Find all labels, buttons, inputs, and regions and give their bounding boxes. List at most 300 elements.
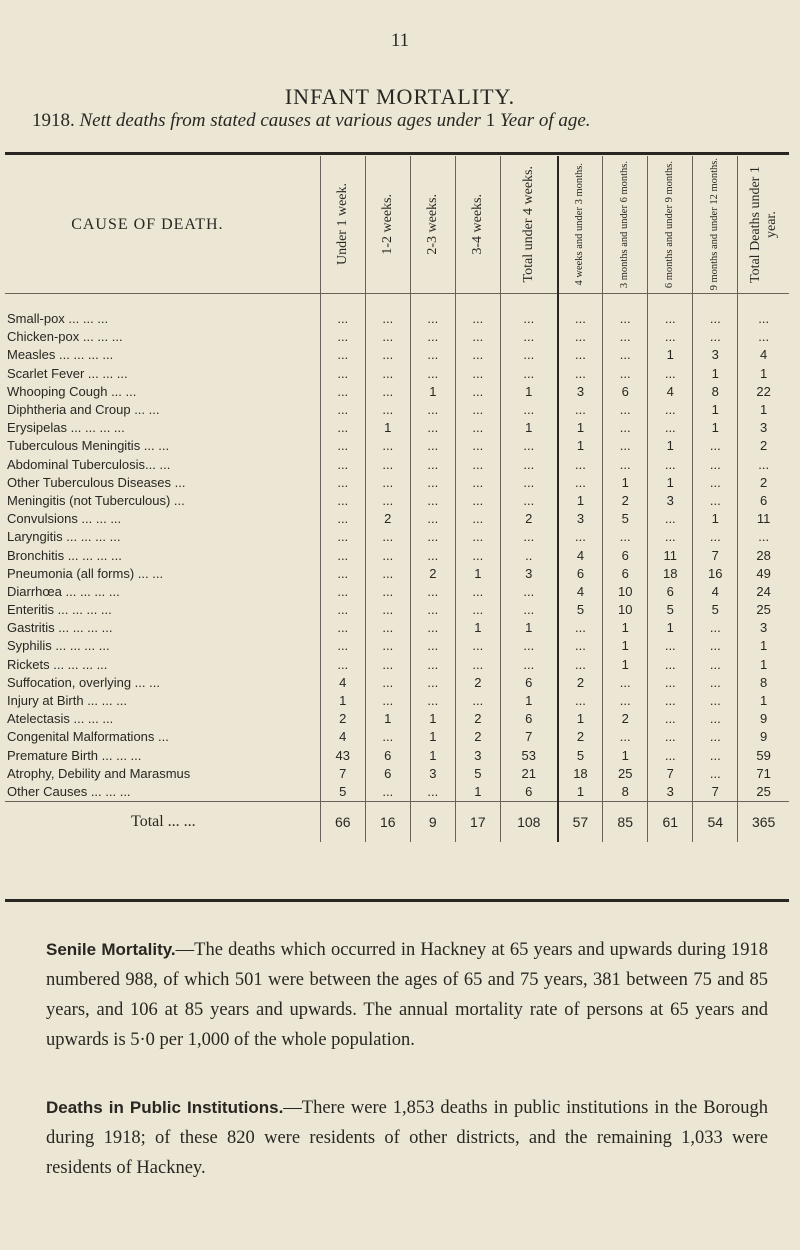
spacer-cell [365,294,410,311]
value-cell: 2 [455,674,500,692]
cause-cell: Measles ... ... ... ... [7,347,114,363]
column-header-label: 3 months and under 6 months. [619,160,631,289]
cause-cell: Atelectasis ... ... ... [7,711,114,727]
public-institutions-text: —There were 1,853 deaths in public institutions in the Borough during 1918; of these 820 were residents of other districts, and the remaining 1,033 were residents of Hackney. [46,1098,768,1178]
senile-mortality-heading: Senile Mortality. [46,940,176,959]
value-cell: ... [410,419,455,437]
value-cell: 25 [738,601,789,619]
value-cell: ... [320,346,365,364]
value-cell: 1 [365,710,410,728]
value-cell: 6 [365,747,410,765]
table-body [5,294,789,843]
value-cell: ... [365,437,410,455]
value-cell: 43 [320,747,365,765]
value-cell: ... [558,474,603,492]
value-cell: ... [455,492,500,510]
value-cell: ... [320,456,365,474]
value-cell: ... [410,674,455,692]
value-cell: 66 [320,802,365,843]
value-cell: ... [410,456,455,474]
value-cell: ... [410,401,455,419]
value-cell: 3 [693,346,738,364]
cause-cell: Enteritis ... ... ... ... [7,602,112,618]
value-cell: 5 [320,783,365,802]
table-row [5,692,789,710]
table-row [5,510,789,528]
table-row [5,437,789,455]
value-cell: 1 [455,565,500,583]
value-cell: 1 [738,692,789,710]
value-cell: 7 [648,765,693,783]
cause-cell: Scarlet Fever ... ... ... [7,365,128,381]
value-cell: ... [455,692,500,710]
value-cell: ... [365,474,410,492]
senile-mortality-paragraph [46,935,768,1055]
value-cell: 1 [558,419,603,437]
value-cell: 1 [693,510,738,528]
value-cell: ... [455,474,500,492]
value-cell: ... [693,310,738,328]
value-cell: ... [320,510,365,528]
value-cell: ... [365,401,410,419]
table-row [5,419,789,437]
value-cell: ... [648,310,693,328]
value-cell: ... [320,546,365,564]
value-cell: ... [455,583,500,601]
value-cell: 1 [648,474,693,492]
value-cell: 6 [738,492,789,510]
column-header-label: 2-3 weeks. [424,194,440,255]
value-cell: 4 [693,583,738,601]
senile-mortality-text: —The deaths which occurred in Hackney at 65 years and upwards during 1918 numbered 988, of which 501 were between the ages of 65 and 75 years, 381 between 75 and 85 years, and 106 at 85 years and upwards. The annual mortality rate of persons at 65 years and upwards is 5·0 per 1,000 of the whole population. [46,940,768,1050]
value-cell: ... [365,528,410,546]
subtitle-one: 1 [485,110,496,131]
value-cell: ... [693,437,738,455]
value-cell: ... [320,492,365,510]
subtitle-year: 1918. [32,110,75,131]
value-cell: ... [455,437,500,455]
value-cell: ... [603,328,648,346]
table-row [5,583,789,601]
spacer-cell [558,294,603,311]
value-cell: ... [365,365,410,383]
value-cell: ... [410,692,455,710]
table-row [5,328,789,346]
spacer-cell [5,294,320,311]
value-cell: ... [410,619,455,637]
value-cell: ... [455,383,500,401]
value-cell: ... [410,583,455,601]
value-cell: ... [500,601,557,619]
value-cell: 2 [558,728,603,746]
table-row [5,565,789,583]
value-cell: ... [558,310,603,328]
value-cell: ... [738,528,789,546]
value-cell: 1 [558,437,603,455]
table-row [5,710,789,728]
page-title: INFANT MORTALITY. [284,84,516,109]
value-cell: 11 [738,510,789,528]
subtitle-description: Nett deaths from stated causes at various ages under [79,110,481,131]
value-cell: 8 [603,783,648,802]
value-cell: ... [693,619,738,637]
value-cell: ... [410,310,455,328]
value-cell: 5 [648,601,693,619]
value-cell: 1 [558,783,603,802]
total-row [5,802,789,843]
value-cell: 1 [648,437,693,455]
value-cell: ... [648,401,693,419]
value-cell: 3 [558,383,603,401]
value-cell: 1 [603,474,648,492]
value-cell: ... [558,656,603,674]
value-cell: ... [455,346,500,364]
value-cell: ... [365,601,410,619]
value-cell: ... [320,437,365,455]
value-cell: ... [500,583,557,601]
value-cell: 1 [603,637,648,655]
value-cell: ... [365,656,410,674]
column-header-2 [410,156,455,294]
column-header-label: Under 1 week. [334,183,350,266]
value-cell: ... [320,328,365,346]
value-cell: ... [320,419,365,437]
value-cell: ... [693,674,738,692]
value-cell: 2 [558,674,603,692]
table-row [5,401,789,419]
value-cell: 1 [500,619,557,637]
value-cell: 5 [558,747,603,765]
spacer-cell [648,294,693,311]
cause-cell: Suffocation, overlying ... ... [7,674,160,690]
value-cell: 4 [648,383,693,401]
value-cell: 1 [410,383,455,401]
value-cell: 1 [365,419,410,437]
value-cell: ... [693,692,738,710]
table-row [5,383,789,401]
value-cell: 3 [648,783,693,802]
page-subtitle [32,110,591,132]
table-row [5,637,789,655]
cause-cell: Erysipelas ... ... ... ... [7,420,125,436]
value-cell: ... [410,783,455,802]
value-cell: 2 [500,510,557,528]
value-cell: 1 [410,710,455,728]
column-header-label: 6 months and under 9 months. [664,160,676,289]
value-cell: 1 [603,656,648,674]
cause-column-header: CAUSE OF DEATH. [5,156,320,294]
value-cell: 6 [648,583,693,601]
value-cell: 1 [603,747,648,765]
value-cell: ... [455,365,500,383]
value-cell: ... [648,728,693,746]
cause-cell: Injury at Birth ... ... ... [7,693,127,709]
value-cell: ... [603,674,648,692]
value-cell: ... [738,328,789,346]
value-cell: 25 [738,783,789,802]
cause-cell: Small-pox ... ... ... [7,311,109,327]
public-institutions-paragraph [46,1093,768,1183]
value-cell: 1 [500,383,557,401]
value-cell: 4 [558,546,603,564]
table-bottom-rule [5,899,789,902]
value-cell: ... [648,419,693,437]
value-cell: 7 [693,546,738,564]
value-cell: 2 [603,492,648,510]
value-cell: ... [693,456,738,474]
column-header-7 [648,156,693,294]
value-cell: ... [693,765,738,783]
table-row [5,546,789,564]
value-cell: ... [648,747,693,765]
value-cell: 2 [738,474,789,492]
value-cell: 2 [410,565,455,583]
value-cell: ... [603,437,648,455]
spacer-cell [410,294,455,311]
subtitle-end: Year of age. [499,110,591,131]
page-number: 11 [390,30,410,51]
value-cell: 24 [738,583,789,601]
value-cell: 4 [320,728,365,746]
value-cell: ... [603,365,648,383]
value-cell: ... [603,528,648,546]
value-cell: ... [500,310,557,328]
value-cell: ... [648,656,693,674]
value-cell: 4 [558,583,603,601]
value-cell: 3 [738,419,789,437]
value-cell: 3 [558,510,603,528]
value-cell: 2 [320,710,365,728]
value-cell: ... [365,565,410,583]
value-cell: 25 [603,765,648,783]
value-cell: 6 [500,674,557,692]
cause-cell: Atrophy, Debility and Marasmus [7,765,191,781]
value-cell: ... [320,474,365,492]
value-cell: 5 [455,765,500,783]
value-cell: ... [455,328,500,346]
value-cell: 1 [738,656,789,674]
cause-cell: Pneumonia (all forms) ... ... [7,565,164,581]
value-cell: ... [320,528,365,546]
value-cell: ... [693,656,738,674]
value-cell: ... [365,492,410,510]
cause-cell: Gastritis ... ... ... ... [7,620,113,636]
value-cell: ... [455,310,500,328]
value-cell: 1 [738,365,789,383]
value-cell: ... [320,656,365,674]
value-cell: ... [648,328,693,346]
value-cell: 9 [738,710,789,728]
value-cell: ... [365,546,410,564]
value-cell: ... [603,728,648,746]
value-cell: ... [738,456,789,474]
spacer-cell [320,294,365,311]
value-cell: ... [648,692,693,710]
value-cell: ... [410,328,455,346]
value-cell: ... [500,365,557,383]
table-row [5,474,789,492]
value-cell: ... [455,528,500,546]
cause-cell: Laryngitis ... ... ... ... [7,529,121,545]
value-cell: ... [648,528,693,546]
spacer-row [5,294,789,311]
value-cell: ... [365,583,410,601]
value-cell: 2 [603,710,648,728]
value-cell: ... [455,456,500,474]
value-cell: ... [693,474,738,492]
value-cell: ... [365,346,410,364]
spacer-cell [738,294,789,311]
cause-cell: Tuberculous Meningitis ... ... [7,438,170,454]
table-row [5,365,789,383]
value-cell: 57 [558,802,603,843]
cause-cell: Congenital Malformations ... [7,729,169,745]
value-cell: ... [693,637,738,655]
value-cell: 1 [693,365,738,383]
value-cell: ... [455,637,500,655]
value-cell: 49 [738,565,789,583]
value-cell: 16 [365,802,410,843]
spacer-cell [603,294,648,311]
value-cell: 1 [693,419,738,437]
column-header-label: 4 weeks and under 3 months. [574,163,586,286]
value-cell: 61 [648,802,693,843]
value-cell: ... [648,365,693,383]
value-cell: 2 [365,510,410,528]
value-cell: ... [455,419,500,437]
value-cell: ... [648,510,693,528]
value-cell: 7 [500,728,557,746]
value-cell: ... [500,401,557,419]
value-cell: 1 [500,692,557,710]
value-cell: ... [455,510,500,528]
value-cell: ... [500,492,557,510]
spacer-cell [455,294,500,311]
value-cell: 1 [603,619,648,637]
value-cell: 18 [558,765,603,783]
column-header-3 [455,156,500,294]
value-cell: ... [500,528,557,546]
cause-cell: Chicken-pox ... ... ... [7,329,123,345]
value-cell: 16 [693,565,738,583]
value-cell: 28 [738,546,789,564]
value-cell: ... [365,783,410,802]
value-cell: ... [320,619,365,637]
value-cell: 54 [693,802,738,843]
value-cell: 5 [693,601,738,619]
value-cell: 1 [738,637,789,655]
value-cell: ... [558,456,603,474]
column-header-0 [320,156,365,294]
value-cell: ... [365,456,410,474]
value-cell: ... [648,637,693,655]
value-cell: 18 [648,565,693,583]
cause-cell: Rickets ... ... ... ... [7,656,108,672]
value-cell: 108 [500,802,557,843]
table-row [5,456,789,474]
value-cell: 9 [738,728,789,746]
cause-cell: Bronchitis ... ... ... ... [7,547,122,563]
value-cell: ... [455,546,500,564]
value-cell: 8 [693,383,738,401]
column-header-9 [738,156,789,294]
cause-cell: Diarrhœa ... ... ... ... [7,583,120,599]
value-cell: 10 [603,601,648,619]
value-cell: 7 [320,765,365,783]
column-header-1 [365,156,410,294]
value-cell: ... [558,528,603,546]
value-cell: 6 [603,565,648,583]
value-cell: ... [558,692,603,710]
value-cell: 3 [410,765,455,783]
value-cell: ... [365,637,410,655]
value-cell: 1 [693,401,738,419]
value-cell: ... [603,401,648,419]
value-cell: .. [500,546,557,564]
spacer-cell [500,294,557,311]
column-header-5 [558,156,603,294]
value-cell: ... [500,474,557,492]
value-cell: 2 [455,728,500,746]
value-cell: 1 [455,783,500,802]
infant-mortality-table [5,156,789,842]
cause-cell: Whooping Cough ... ... [7,383,137,399]
value-cell: ... [558,365,603,383]
value-cell: ... [558,328,603,346]
value-cell: 7 [693,783,738,802]
table-row [5,492,789,510]
table-header [5,156,789,294]
value-cell: ... [365,310,410,328]
value-cell: ... [603,692,648,710]
header-row [5,156,789,294]
table-top-rule [5,152,789,155]
value-cell: ... [500,437,557,455]
value-cell: 17 [455,802,500,843]
value-cell: ... [693,710,738,728]
value-cell: ... [500,656,557,674]
value-cell: 4 [738,346,789,364]
cause-cell: Premature Birth ... ... ... [7,747,142,763]
value-cell: ... [410,365,455,383]
value-cell: 1 [738,401,789,419]
value-cell: ... [410,346,455,364]
value-cell: 1 [648,346,693,364]
value-cell: ... [320,310,365,328]
value-cell: ... [320,365,365,383]
table-row [5,619,789,637]
value-cell: ... [410,601,455,619]
table-row [5,310,789,328]
value-cell: ... [558,346,603,364]
value-cell: ... [410,510,455,528]
value-cell: 1 [648,619,693,637]
column-header-8 [693,156,738,294]
value-cell: ... [648,710,693,728]
value-cell: ... [365,619,410,637]
value-cell: ... [410,546,455,564]
value-cell: 71 [738,765,789,783]
value-cell: ... [365,728,410,746]
value-cell: ... [558,401,603,419]
table-row [5,346,789,364]
cause-cell: Abdominal Tuberculosis... ... [7,456,171,472]
value-cell: 5 [603,510,648,528]
column-header-label: 1-2 weeks. [379,194,395,255]
value-cell: 3 [738,619,789,637]
value-cell: 3 [648,492,693,510]
value-cell: ... [455,656,500,674]
